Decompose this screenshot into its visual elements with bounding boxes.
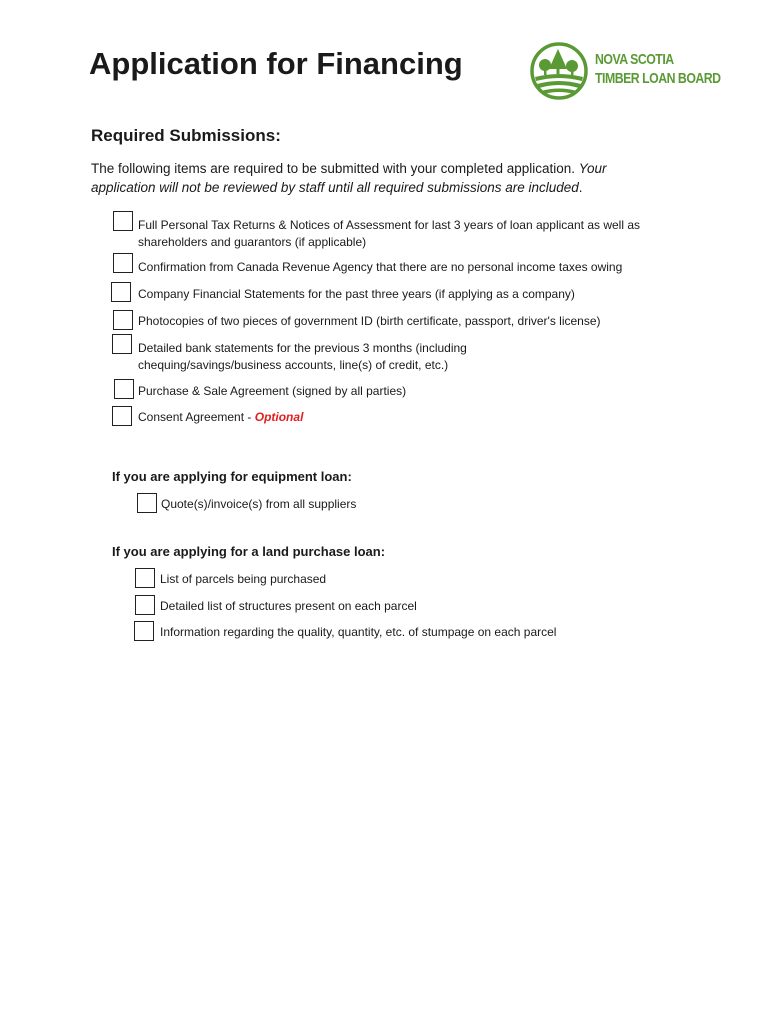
item-supplier-quotes: Quote(s)/invoice(s) from all suppliers	[161, 497, 357, 511]
item-parcel-list: List of parcels being purchased	[160, 572, 327, 586]
nova-scotia-timber-loan-board-logo	[529, 41, 719, 101]
checkbox-stumpage-info[interactable]	[134, 621, 154, 641]
item-financial-statements: Company Financial Statements for the past three years (if applying as a company)	[138, 287, 575, 301]
required-intro: The following items are required to be submitted with your completed application. Your application will not be reviewed by staff until all required submissions are included.	[91, 161, 607, 195]
checkbox-supplier-quotes[interactable]	[137, 493, 157, 513]
checkbox-financial-statements[interactable]	[111, 282, 131, 302]
item-purchase-sale-agreement: Purchase & Sale Agreement (signed by all parties)	[138, 384, 407, 398]
item-bank-statements: Detailed bank statements for the previous 3 months (including chequing/savings/business accounts, line(s) of credit, etc.)	[138, 341, 467, 372]
tree-emblem-icon	[529, 41, 589, 101]
checkbox-parcel-list[interactable]	[135, 568, 155, 588]
checkbox-structures-list[interactable]	[135, 595, 155, 615]
item-stumpage-info: Information regarding the quality, quantity, etc. of stumpage on each parcel	[160, 625, 557, 639]
optional-badge: Optional	[254, 410, 304, 424]
item-tax-returns: Full Personal Tax Returns & Notices of Assessment for last 3 years of loan applicant as well as shareholders and guarantors (if applicable)	[138, 218, 641, 249]
checkbox-tax-returns[interactable]	[113, 211, 133, 231]
required-submissions-heading: Required Submissions:	[91, 126, 281, 145]
item-government-id: Photocopies of two pieces of government ID (birth certificate, passport, driver's license)	[138, 314, 601, 328]
page-title: Application for Financing	[89, 46, 463, 81]
checkbox-government-id[interactable]	[113, 310, 133, 330]
checkbox-consent-agreement[interactable]	[112, 406, 132, 426]
checkbox-cra-confirmation[interactable]	[113, 253, 133, 273]
land-purchase-loan-heading: If you are applying for a land purchase loan:	[112, 544, 386, 559]
item-structures-list: Detailed list of structures present on each parcel	[160, 599, 417, 613]
checkbox-bank-statements[interactable]	[112, 334, 132, 354]
logo-wordmark: NOVA SCOTIA TIMBER LOAN BOARD	[595, 51, 721, 87]
item-cra-confirmation: Confirmation from Canada Revenue Agency that there are no personal income taxes owing	[138, 260, 623, 274]
equipment-loan-heading: If you are applying for equipment loan:	[112, 469, 352, 484]
checkbox-purchase-sale-agreement[interactable]	[114, 379, 134, 399]
item-consent-agreement: Consent Agreement - Optional	[138, 410, 304, 424]
